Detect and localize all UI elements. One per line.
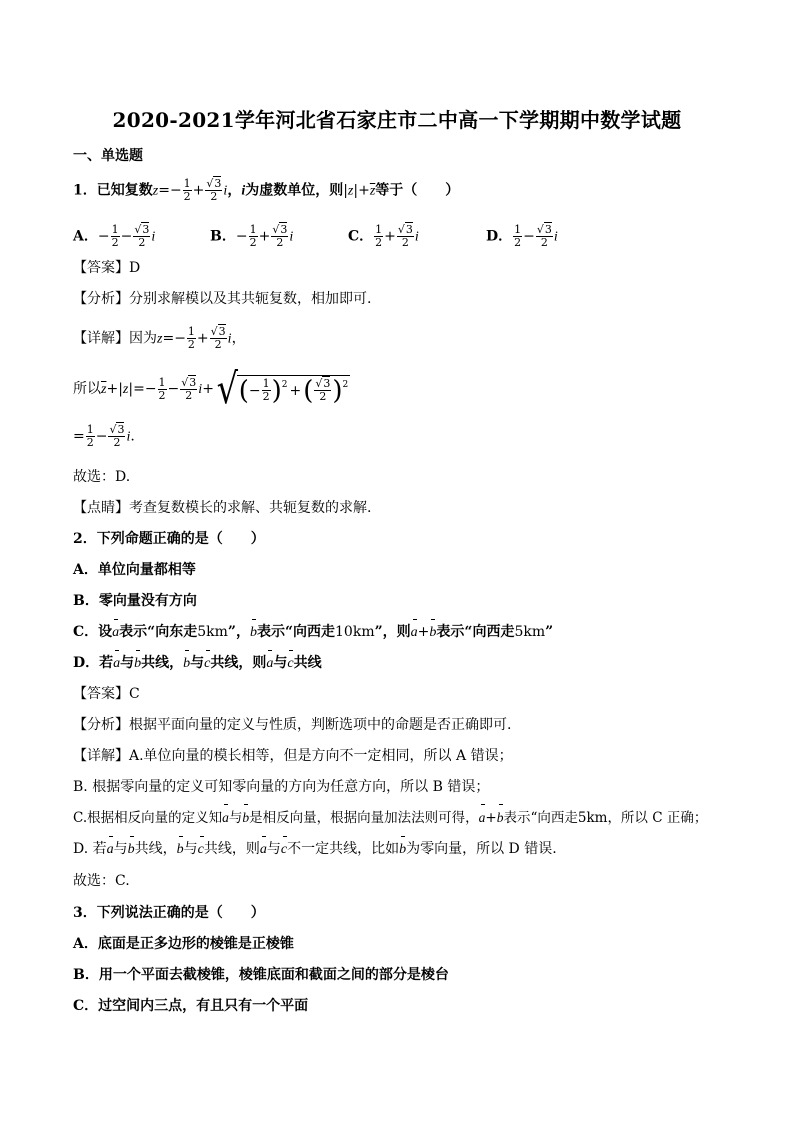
page-title: 2020-2021学年河北省石家庄市二中高一下学期期中数学试题 [112, 108, 682, 132]
q1-choose: 故选：D. [73, 469, 131, 485]
plus-sign: + [358, 182, 370, 199]
q2-detail-d: D. 若a与b共线，b与c共线，则a与c不一定共线，比如b为零向量，所以 D 错误. [73, 839, 557, 860]
z-var: z [152, 183, 159, 199]
q1-stem-end: 等于（ ） [375, 182, 460, 199]
q1-comment: 【点睛】考查复数模长的求解、共轭复数的求解. [73, 500, 372, 516]
q2-option-a: A．单位向量都相等 [73, 562, 196, 578]
i-unit: i [241, 183, 246, 199]
z-abs-var: z [347, 183, 354, 199]
q2-detail-b: B. 根据零向量的定义可知零向量的方向为任意方向，所以 B 错误； [73, 779, 490, 795]
q2-option-c: C．设a表示“向东走5km”，b表示“向西走10km”，则a+b表示“向西走5km” [73, 622, 553, 643]
q1-detail-line: 【详解】因为z=− $\frac{1}{2}$ + $\frac{√3}{2}$ i， [73, 325, 246, 351]
q2-detail-c: C.根据相反向量的定义知a与b是相反向量，根据向量加法法则可得，a+b表示“向西走5km，所以 C 正确； [73, 810, 708, 826]
q2-option-d: D．若a与b共线，b与c共线，则a与c共线 [73, 653, 322, 674]
abs-bar-left: | [343, 182, 348, 199]
q3-option-b: B．用一个平面去截棱锥，棱锥底面和截面之间的部分是棱台 [73, 967, 449, 983]
q1-result-line: = $\frac{1}{2}$ − $\frac{√3}{2}$ i. [73, 423, 135, 449]
q2-analysis: 【分析】根据平面向量的定义与性质，判断选项中的命题是否正确即可. [73, 717, 512, 733]
q1-option-a: A．− $\frac{1}{2}$ − $\frac{√3}{2}$ i [73, 223, 156, 249]
q2-option-b: B．零向量没有方向 [73, 593, 197, 609]
q1-option-b: B．− $\frac{1}{2}$ + $\frac{√3}{2}$ i [210, 223, 294, 249]
q1-option-d: D． $\frac{1}{2}$ − $\frac{√3}{2}$ i [486, 223, 558, 249]
q2-answer: 【答案】C [73, 686, 140, 702]
question-3-stem: 3．下列说法正确的是（ ） [73, 905, 265, 921]
fraction-one-half: $\frac{1}{2}$ [183, 177, 191, 203]
q3-option-a: A．底面是正多边形的棱锥是正棱锥 [73, 936, 294, 952]
plus-sign: + [192, 182, 205, 199]
section-heading: 一、单选题 [73, 148, 143, 164]
question-2-stem: 2．下列命题正确的是（ ） [73, 531, 265, 547]
q1-analysis: 【分析】分别求解模以及其共轭复数，相加即可. [73, 291, 372, 307]
q1-answer: 【答案】D [73, 260, 141, 276]
q1-option-c: C． $\frac{1}{2}$ + $\frac{√3}{2}$ i [348, 223, 419, 249]
q2-detail-a: 【详解】A.单位向量的模长相等，但是方向不一定相同，所以 A 错误； [73, 748, 513, 764]
big-sqrt: √ ( − $\frac{1}{2}$ ) 2 + ( $\frac{√3}{2}$ ) 2 [216, 364, 349, 413]
q2-choose: 故选：C. [73, 873, 130, 889]
z-conjugate-var: $\overline{z}$ [369, 183, 376, 199]
fraction-sqrt3-half: $\frac{√3}{2}$ [206, 177, 222, 203]
i-var: i [223, 183, 228, 199]
question-1-stem [73, 178, 459, 203]
q1-so-line: 所以$\overline{z}+|z|=-$ $\frac{1}{2}$ − $\frac{√3}{2}$ i+ √ ( − $\frac{1}{2}$ ) 2 + ( $\frac{√3}{2}$ ) 2 [73, 364, 349, 413]
q3-option-c: C．过空间内三点，有且只有一个平面 [73, 998, 309, 1014]
q1-stem-mid: ， [227, 182, 242, 199]
q1-stem-pre: 1．已知复数 [73, 182, 153, 199]
minus-sign: − [169, 182, 182, 199]
q1-stem-post: 为虚数单位，则 [245, 182, 344, 199]
eq-sign: = [158, 182, 170, 199]
abs-bar-right: | [353, 182, 359, 199]
